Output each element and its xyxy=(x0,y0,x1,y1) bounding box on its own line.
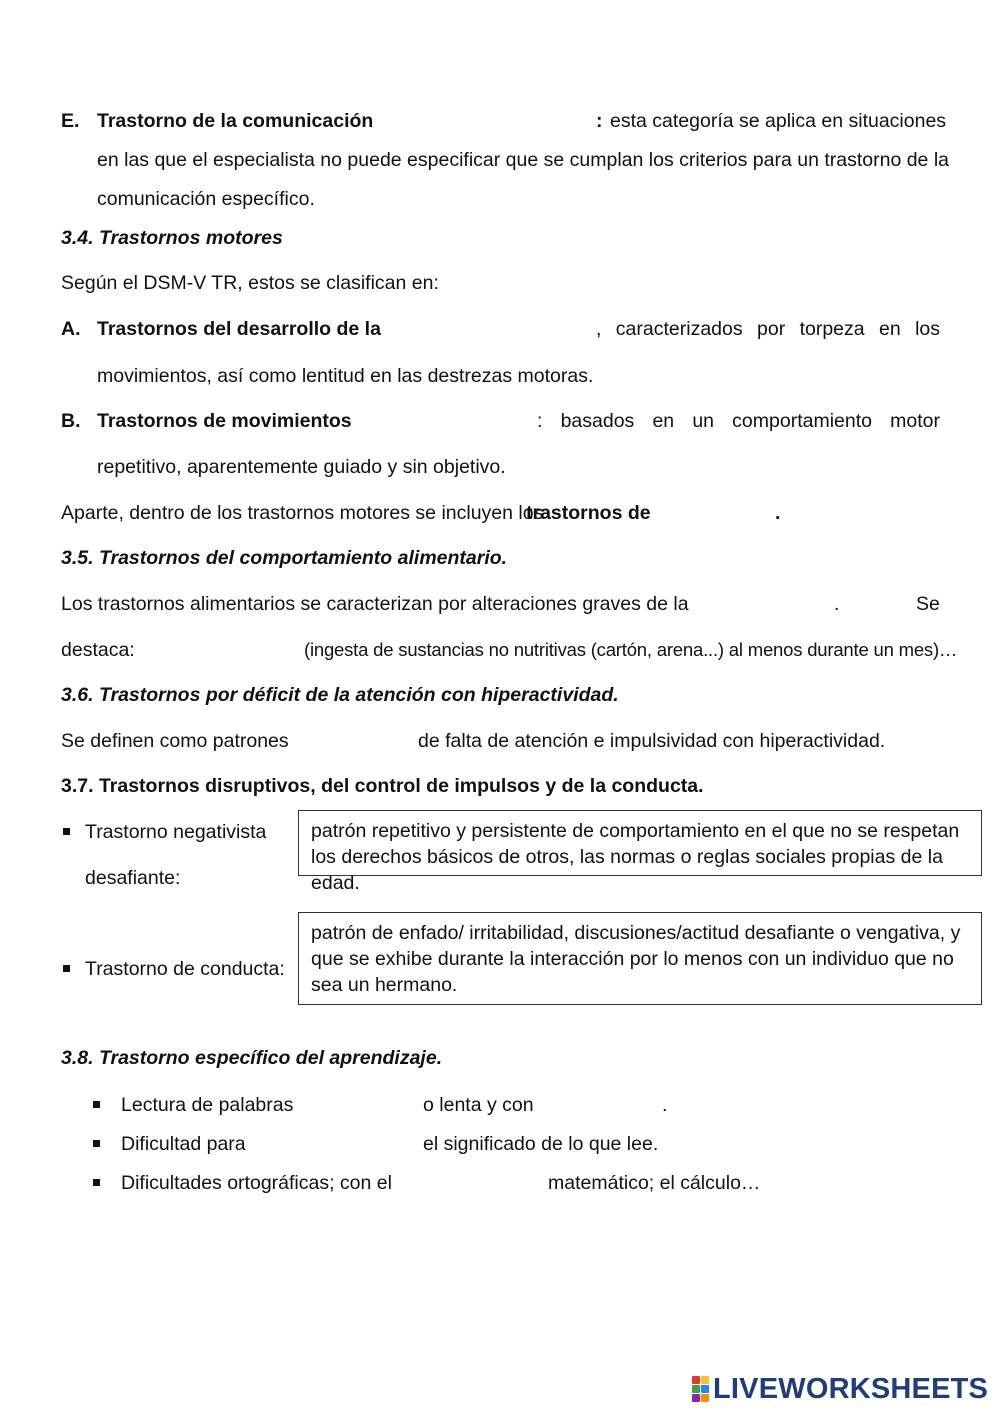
s34-item-a-rest2: movimientos, así como lentitud en las destrezas motoras. xyxy=(97,365,594,387)
section-e-colon: : xyxy=(596,110,603,132)
heading-3-4: 3.4. Trastornos motores xyxy=(61,227,283,249)
s36-line1-a: Se definen como patrones xyxy=(61,730,289,752)
s34-aparte-end: . xyxy=(775,502,781,524)
s38-b3-b: matemático; el cálculo… xyxy=(548,1172,761,1194)
s34-item-b-rest2: repetitivo, aparentemente guiado y sin objetivo. xyxy=(97,456,506,478)
s38-b1-b: o lenta y con xyxy=(423,1094,534,1116)
section-e-line2: en las que el especialista no puede especificar que se cumplan los criterios para un trastorno de la xyxy=(97,149,950,171)
section-e-line3: comunicación específico. xyxy=(97,188,315,210)
s34-intro: Según el DSM-V TR, estos se clasifican en: xyxy=(61,272,439,294)
s36-line1-b: de falta de atención e impulsividad con hiperactividad. xyxy=(418,730,886,752)
bullet-square-icon xyxy=(93,1140,100,1147)
heading-3-6: 3.6. Trastornos por déficit de la atención con hiperactividad. xyxy=(61,684,619,706)
bullet-square-icon xyxy=(93,1179,100,1186)
s34-item-a-rest1: , caracterizados por torpeza en los xyxy=(596,318,940,340)
bullet-square-icon xyxy=(63,965,70,972)
s35-line1-dot: . xyxy=(834,593,840,615)
s38-b1-a: Lectura de palabras xyxy=(121,1094,294,1116)
definition-box-2 xyxy=(298,912,982,1005)
s34-item-b-letter: B. xyxy=(61,410,81,432)
s34-item-b-rest1: : basados en un comportamiento motor xyxy=(537,410,940,432)
s34-aparte: Aparte, dentro de los trastornos motores se incluyen los xyxy=(61,502,544,524)
definition-box-1 xyxy=(298,810,982,894)
s38-b3-a: Dificultades ortográficas; con el xyxy=(121,1172,392,1194)
liveworksheets-mark-icon xyxy=(692,1376,709,1402)
s35-line1: Los trastornos alimentarios se caracterizan por alteraciones graves de la xyxy=(61,593,689,615)
s35-line1-se: Se xyxy=(916,593,940,615)
s35-line2-label: destaca: xyxy=(61,639,135,661)
s35-line2-rest: (ingesta de sustancias no nutritivas (cartón, arena...) al menos durante un mes)… xyxy=(304,639,958,660)
s34-item-a-letter: A. xyxy=(61,318,81,340)
liveworksheets-logo xyxy=(692,1372,992,1406)
s38-b1-c: . xyxy=(662,1094,668,1116)
bullet-square-icon xyxy=(63,828,70,835)
logo-text: LIVEWORKSHEETS xyxy=(713,1372,989,1405)
s37-item1-line2: desafiante: xyxy=(85,867,181,889)
s34-item-b-title: Trastornos de movimientos xyxy=(97,410,352,432)
section-e-line1: esta categoría se aplica en situaciones xyxy=(610,110,947,132)
box1-text: patrón repetitivo y persistente de comportamiento en el que no se respetan los derechos básicos de otros, las normas o reglas sociales propias de la edad. xyxy=(311,820,960,894)
s38-b2-b: el significado de lo que lee. xyxy=(423,1133,659,1155)
s37-item2: Trastorno de conducta: xyxy=(85,958,285,980)
heading-3-8: 3.8. Trastorno específico del aprendizaje. xyxy=(61,1047,443,1069)
bullet-square-icon xyxy=(93,1101,100,1108)
section-e-letter: E. xyxy=(61,110,80,132)
heading-3-7: 3.7. Trastornos disruptivos, del control de impulsos y de la conducta. xyxy=(61,775,704,797)
s34-aparte-bold: trastornos de xyxy=(526,502,651,524)
box2-text: patrón de enfado/ irritabilidad, discusiones/actitud desafiante o vengativa, y que se exhibe durante la interacción por lo menos con un individuo que no sea un hermano. xyxy=(311,922,961,996)
s38-b2-a: Dificultad para xyxy=(121,1133,246,1155)
section-e-title: Trastorno de la comunicación xyxy=(97,110,374,132)
s37-item1-line1: Trastorno negativista xyxy=(85,821,267,843)
s34-item-a-title: Trastornos del desarrollo de la xyxy=(97,318,381,340)
heading-3-5: 3.5. Trastornos del comportamiento alimentario. xyxy=(61,547,508,569)
